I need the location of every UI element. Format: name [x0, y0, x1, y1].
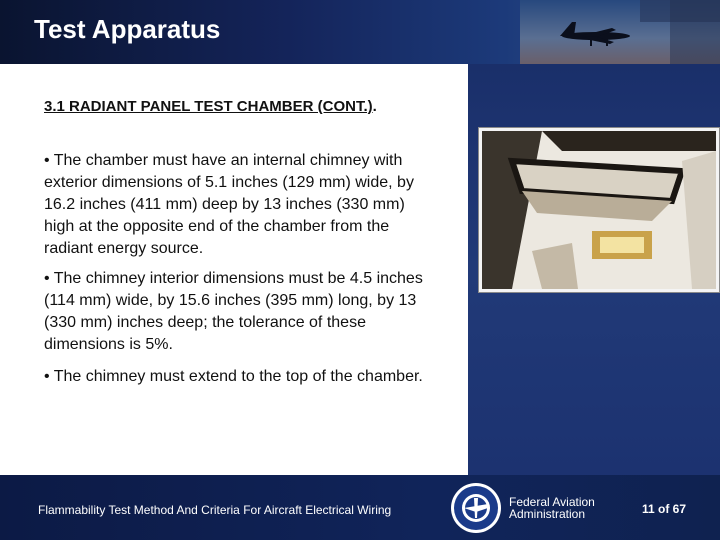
bullet-2: • The chimney interior dimensions must be 4.5 inches (114 mm) wide, by 15.6 inches (395 mm) long, by 13 (330 mm) inches deep; the tolerance of these dimensions is 5%.: [44, 270, 423, 353]
agency-line-1: Federal Aviation: [509, 495, 595, 509]
chamber-photo: [479, 128, 719, 292]
section-heading-period: .: [372, 98, 377, 115]
bullet-3: • The chimney must extend to the top of the chamber.: [44, 368, 423, 385]
page-number: 11 of 67: [642, 502, 687, 516]
bullet-1: • The chamber must have an internal chimney with exterior dimensions of 5.1 inches (129 mm) wide, by 16.2 inches (411 mm) deep by 13 inches (330 mm) high at the opposite end of the chamber from the radiant energy source.: [44, 152, 414, 257]
section-heading-text: 3.1 RADIANT PANEL TEST CHAMBER (CONT.): [44, 98, 373, 115]
chimney-photo-graphic: [482, 131, 716, 289]
section-heading: [44, 96, 424, 117]
airplane-icon: [520, 0, 720, 64]
faa-seal-icon: [450, 482, 502, 534]
agency-line-2: Administration: [509, 507, 586, 521]
slide-title: Test Apparatus: [34, 14, 221, 44]
title-bar: [0, 0, 720, 64]
footer-title: Flammability Test Method And Criteria For Aircraft Electrical Wiring: [38, 503, 392, 517]
agency-name: [509, 496, 595, 520]
airplane-photo: [520, 0, 720, 64]
